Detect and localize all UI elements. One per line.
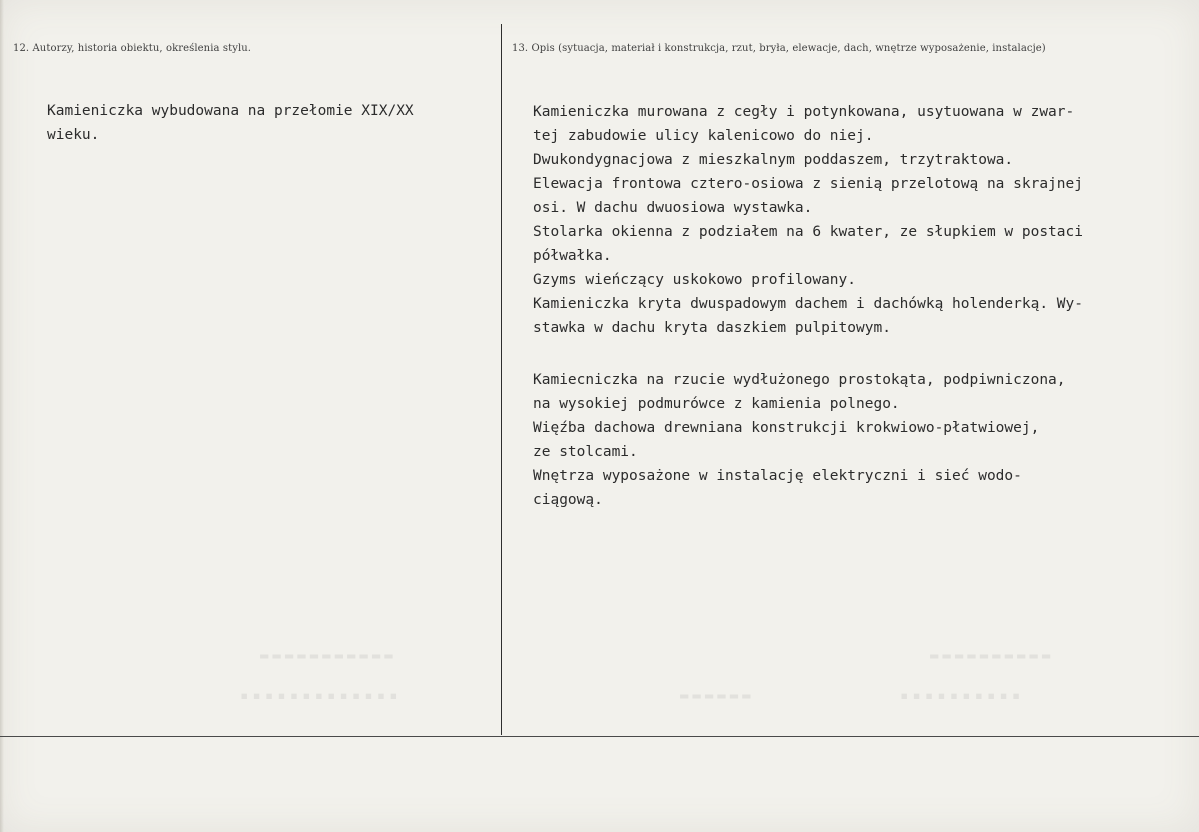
- typed-line: osi. W dachu dwuosiowa wystawka.: [533, 200, 813, 216]
- typed-line: Kamieniczka kryta dwuspadowym dachem i dachówką holenderką. Wy-: [533, 296, 1083, 312]
- typed-line: stawka w dachu kryta daszkiem pulpitowym.: [533, 320, 891, 336]
- typed-line: Kamieniczka wybudowana na przełomie XIX/XX: [47, 103, 414, 119]
- section-13-paragraph-1: [533, 100, 1083, 340]
- typed-line: ze stolcami.: [533, 444, 638, 460]
- typed-line: ciągową.: [533, 492, 603, 508]
- typed-line: Dwukondygnacjowa z mieszkalnym poddaszem, trzytraktowa.: [533, 152, 1014, 168]
- show-through-mark: ▪▪▪▪▪▪▪▪▪▪: [900, 688, 1025, 704]
- typed-line: tej zabudowie ulicy kalenicowo do niej.: [533, 128, 874, 144]
- paper-edge-shadow: [0, 0, 4, 832]
- typed-line: Stolarka okienna z podziałem na 6 kwater, ze słupkiem w postaci: [533, 224, 1083, 240]
- bottom-rule: [0, 736, 1199, 737]
- show-through-mark: ▬▬▬▬▬▬▬▬▬▬▬: [260, 648, 397, 664]
- typed-line: na wysokiej podmurówce z kamienia polnego.: [533, 396, 900, 412]
- section-12-text: [47, 99, 414, 147]
- section-13-paragraph-2: [533, 368, 1066, 512]
- field-label-13: 13. Opis (sytuacja, materiał i konstrukcja, rzut, bryła, elewacje, dach, wnętrze wyposażenie, instalacje): [512, 43, 1046, 54]
- show-through-mark: ▪▪▪▪▪▪▪▪▪▪▪▪▪: [240, 688, 402, 704]
- typed-line: Elewacja frontowa cztero-osiowa z sienią przelotową na skrajnej: [533, 176, 1083, 192]
- show-through-mark: ▬▬▬▬▬▬: [680, 688, 755, 704]
- show-through-mark: ▬▬▬▬▬▬▬▬▬▬: [930, 648, 1055, 664]
- typed-line: Gzyms wieńczący uskokowo profilowany.: [533, 272, 857, 288]
- typed-line: Wnętrza wyposażone w instalację elektryczni i sieć wodo-: [533, 468, 1022, 484]
- field-label-12: 12. Autorzy, historia obiektu, określenia stylu.: [13, 43, 252, 54]
- typed-line: Więźba dachowa drewniana konstrukcji krokwiowo-płatwiowej,: [533, 420, 1040, 436]
- typed-line: Kamiecniczka na rzucie wydłużonego prostokąta, podpiwniczona,: [533, 372, 1066, 388]
- typed-line: Kamieniczka murowana z cegły i potynkowana, usytuowana w zwar-: [533, 104, 1075, 120]
- typed-line: półwałka.: [533, 248, 612, 264]
- column-divider: [501, 24, 502, 735]
- typed-line: wieku.: [47, 127, 100, 143]
